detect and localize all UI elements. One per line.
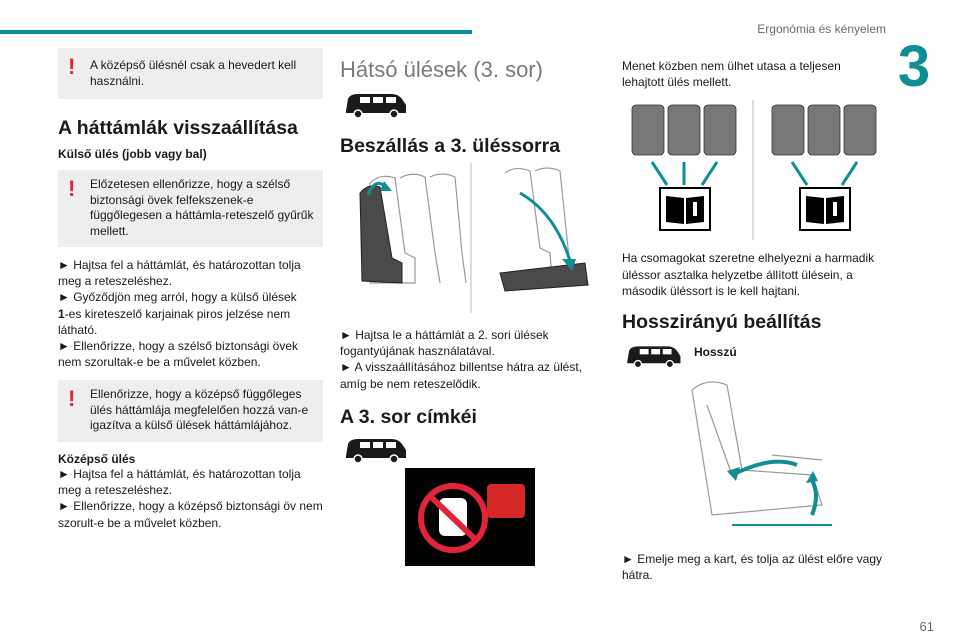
callout-number: 1 [58,306,65,321]
subheading: Középső ülés [58,451,136,466]
warning-note [58,48,323,99]
section-heading: A háttámlák visszaállítása [58,117,298,139]
section-heading: Hosszirányú beállítás [622,311,822,334]
note-text: Előzetesen ellenőrizze, hogy a szélső biztonsági övek felfekszenek-e függőlegesen a háttámla-reteszelő gyűrűk mellett. [90,177,314,238]
length-badge [622,343,882,371]
body-text: Menet közben nem ülhet utasa a teljesen lehajtott ülés mellett. [622,59,841,90]
section-heading: Beszállás a 3. üléssorra [340,135,561,157]
header-accent-bar [0,30,472,34]
section-heading: Hátsó ülések (3. sor) [340,57,543,82]
instruction-step: ► Hajtsa fel a háttámlát, és határozottan tolja meg a reteszeléshez. [58,466,301,498]
warning-icon: ! [68,386,76,412]
instruction-text: -es kireteszelő karjainak piros jelzése nem látható. [58,306,291,337]
chapter-number: 3 [897,34,931,99]
column-left [58,48,323,531]
van-icon [340,436,410,466]
warning-icon: ! [68,176,76,201]
instruction-step: ► Győződjön meg arról, hogy a külső ülések [58,290,297,305]
section-heading: A 3. sor címkéi [340,405,477,428]
note-text: A középső ülésnél csak a hevedert kell használni. [90,58,297,88]
instruction-list [58,466,323,531]
van-icon [340,91,410,121]
instruction-list [340,327,595,392]
page-number: 61 [919,619,934,634]
column-right [622,48,882,583]
warning-icon: ! [68,54,76,79]
warning-note [58,380,323,442]
instruction-step: ► Ellenőrizze, hogy a középső biztonsági öv nem szorult-e be a művelet közben. [58,499,323,530]
no-seat-label [405,468,535,566]
instruction-step: ► A visszaállításához billentse hátra az ülést, amíg be nem reteszelődik. [340,360,583,391]
column-middle [340,48,595,466]
warning-note [58,170,323,247]
instruction-step: ► Hajtsa fel a háttámlát, és határozottan tolja meg a reteszeléshez. [58,258,301,289]
seat-slide-illustration [672,375,852,545]
van-icon [622,343,684,371]
seat-fold-illustration [340,163,595,313]
section-title: Ergonómia és kényelem [757,22,886,36]
instruction-list [58,257,323,370]
badge-label: Hosszú [694,345,737,360]
body-text: Ha csomagokat szeretne elhelyezni a harmadik üléssor asztalka helyzetbe állított ülésein, a második üléssort is le kell hajtani. [622,251,875,298]
instruction-step: ► Hajtsa le a háttámlát a 2. sori ülések fogantyújának használatával. [340,328,549,359]
instruction-step: ► Ellenőrizze, hogy a szélső biztonsági övek nem szorultak-e be a művelet közben. [58,339,298,370]
instruction-step [58,306,323,338]
subheading: Külső ülés (jobb vagy bal) [58,147,207,161]
third-row-label-illustration [622,100,877,240]
note-text: Ellenőrizze, hogy a középső függőleges ülés háttámlája megfelelően hozzá van-e igazítva a külső ülések háttámlájához. [90,387,309,433]
instruction-step: ► Emelje meg a kart, és tolja az ülést előre vagy hátra. [622,552,882,583]
